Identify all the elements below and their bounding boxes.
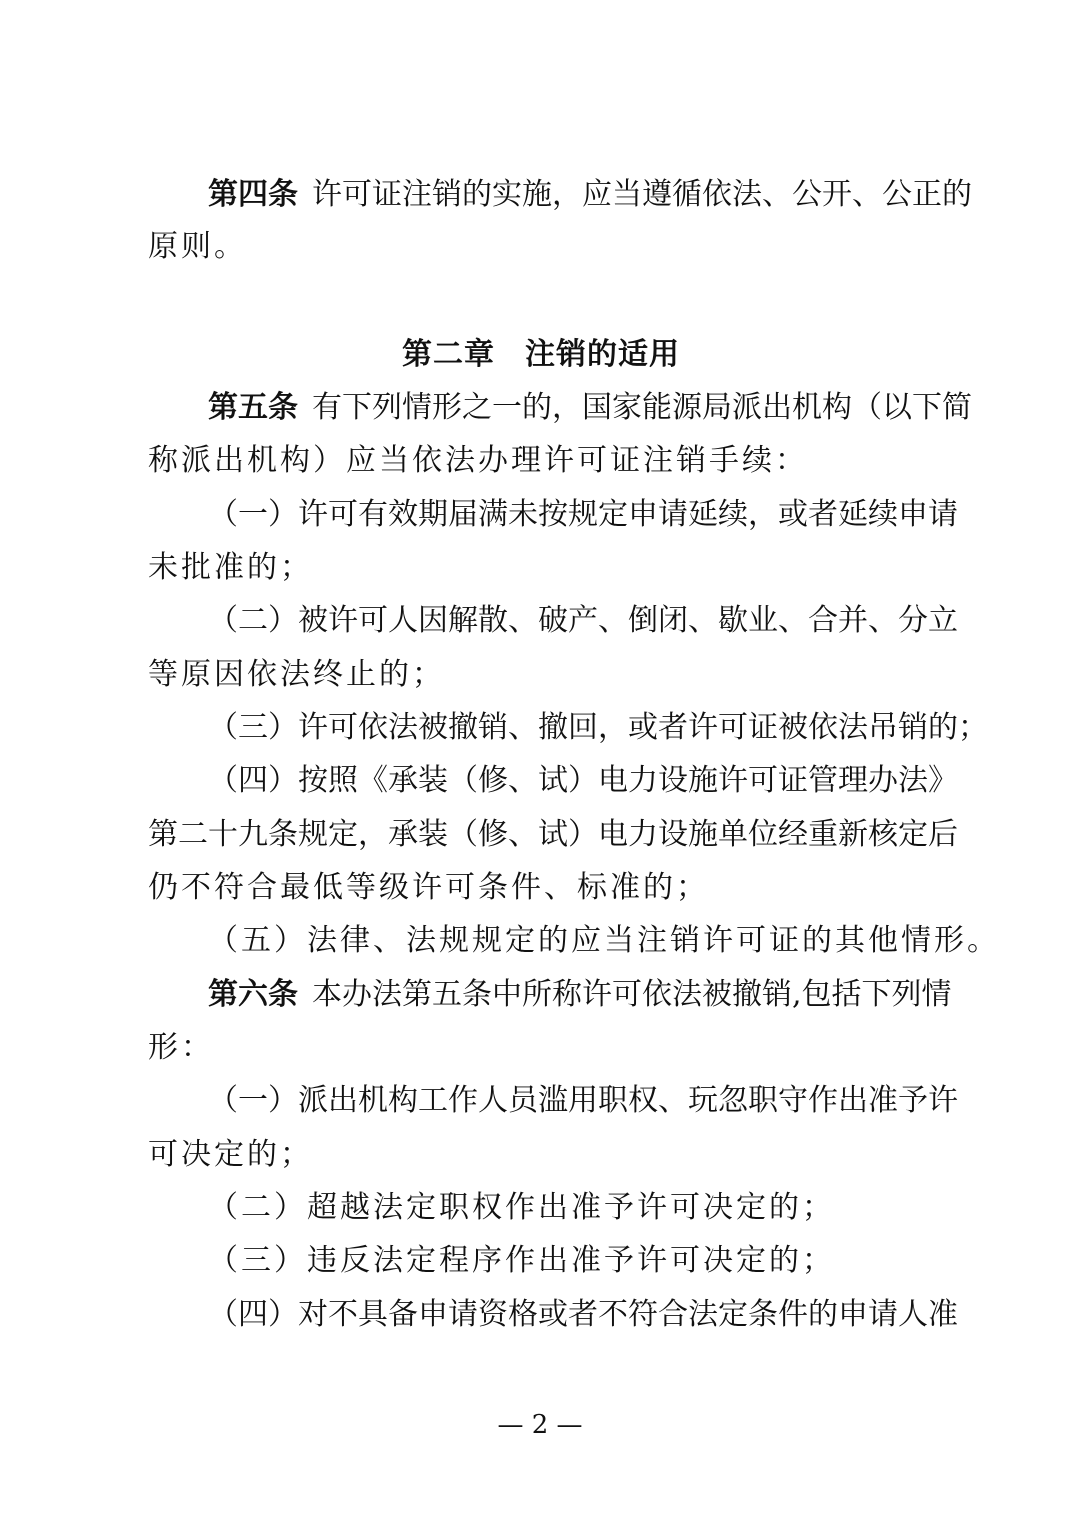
article-5-item-1-line-2: 未批准的； (148, 550, 313, 585)
article-5-first-line (208, 388, 972, 428)
article-5-item-2-line-1: （二）被许可人因解散、破产、倒闭、歇业、合并、分立 (208, 603, 958, 638)
article-6-first-line (208, 975, 952, 1015)
article-5-item-2-line-2: 等原因依法终止的； (148, 657, 445, 692)
page-number: — 2 — (497, 1410, 583, 1440)
article-4-heading: 第四条 (208, 177, 298, 212)
article-5-continuation: 称派出机构）应当依法办理许可证注销手续： (148, 443, 808, 478)
article-5-text: 有下列情形之一的，国家能源局派出机构（以下简 (312, 390, 972, 425)
chapter-number: 第二章 (402, 337, 495, 372)
article-5-item-4-line-1: （四）按照《承装（修、试）电力设施许可证管理办法》 (208, 763, 958, 798)
article-5-heading: 第五条 (208, 390, 298, 425)
article-6-item-4-line-1: （四）对不具备申请资格或者不符合法定条件的申请人准 (208, 1297, 958, 1332)
chapter-title (148, 335, 934, 375)
article-6-item-3-line-1: （三）违反法定程序作出准予许可决定的； (208, 1243, 835, 1278)
article-4-first-line (208, 175, 972, 215)
article-4-text: 许可证注销的实施，应当遵循依法、公开、公正的 (312, 177, 972, 212)
article-6-continuation: 形： (148, 1030, 214, 1065)
article-5-item-4-line-3: 仍不符合最低等级许可条件、标准的； (148, 870, 709, 905)
article-5-item-5-line-1: （五）法律、法规规定的应当注销许可证的其他情形。 (208, 923, 1000, 958)
article-6-text: 本办法第五条中所称许可依法被撤销,包括下列情 (312, 977, 952, 1012)
article-6-item-2-line-1: （二）超越法定职权作出准予许可决定的； (208, 1190, 835, 1225)
article-6-item-1-line-1: （一）派出机构工作人员滥用职权、玩忽职守作出准予许 (208, 1083, 958, 1118)
article-4-continuation: 原则。 (148, 229, 247, 264)
article-6-heading: 第六条 (208, 977, 298, 1012)
article-6-item-1-line-2: 可决定的； (148, 1137, 313, 1172)
article-5-item-1-line-1: （一）许可有效期届满未按规定申请延续，或者延续申请 (208, 497, 958, 532)
chapter-name: 注销的适用 (525, 337, 680, 372)
article-5-item-3-line-1: （三）许可依法被撤销、撤回，或者许可证被依法吊销的； (208, 710, 988, 745)
article-5-item-4-line-2: 第二十九条规定，承装（修、试）电力设施单位经重新核定后 (148, 817, 958, 852)
